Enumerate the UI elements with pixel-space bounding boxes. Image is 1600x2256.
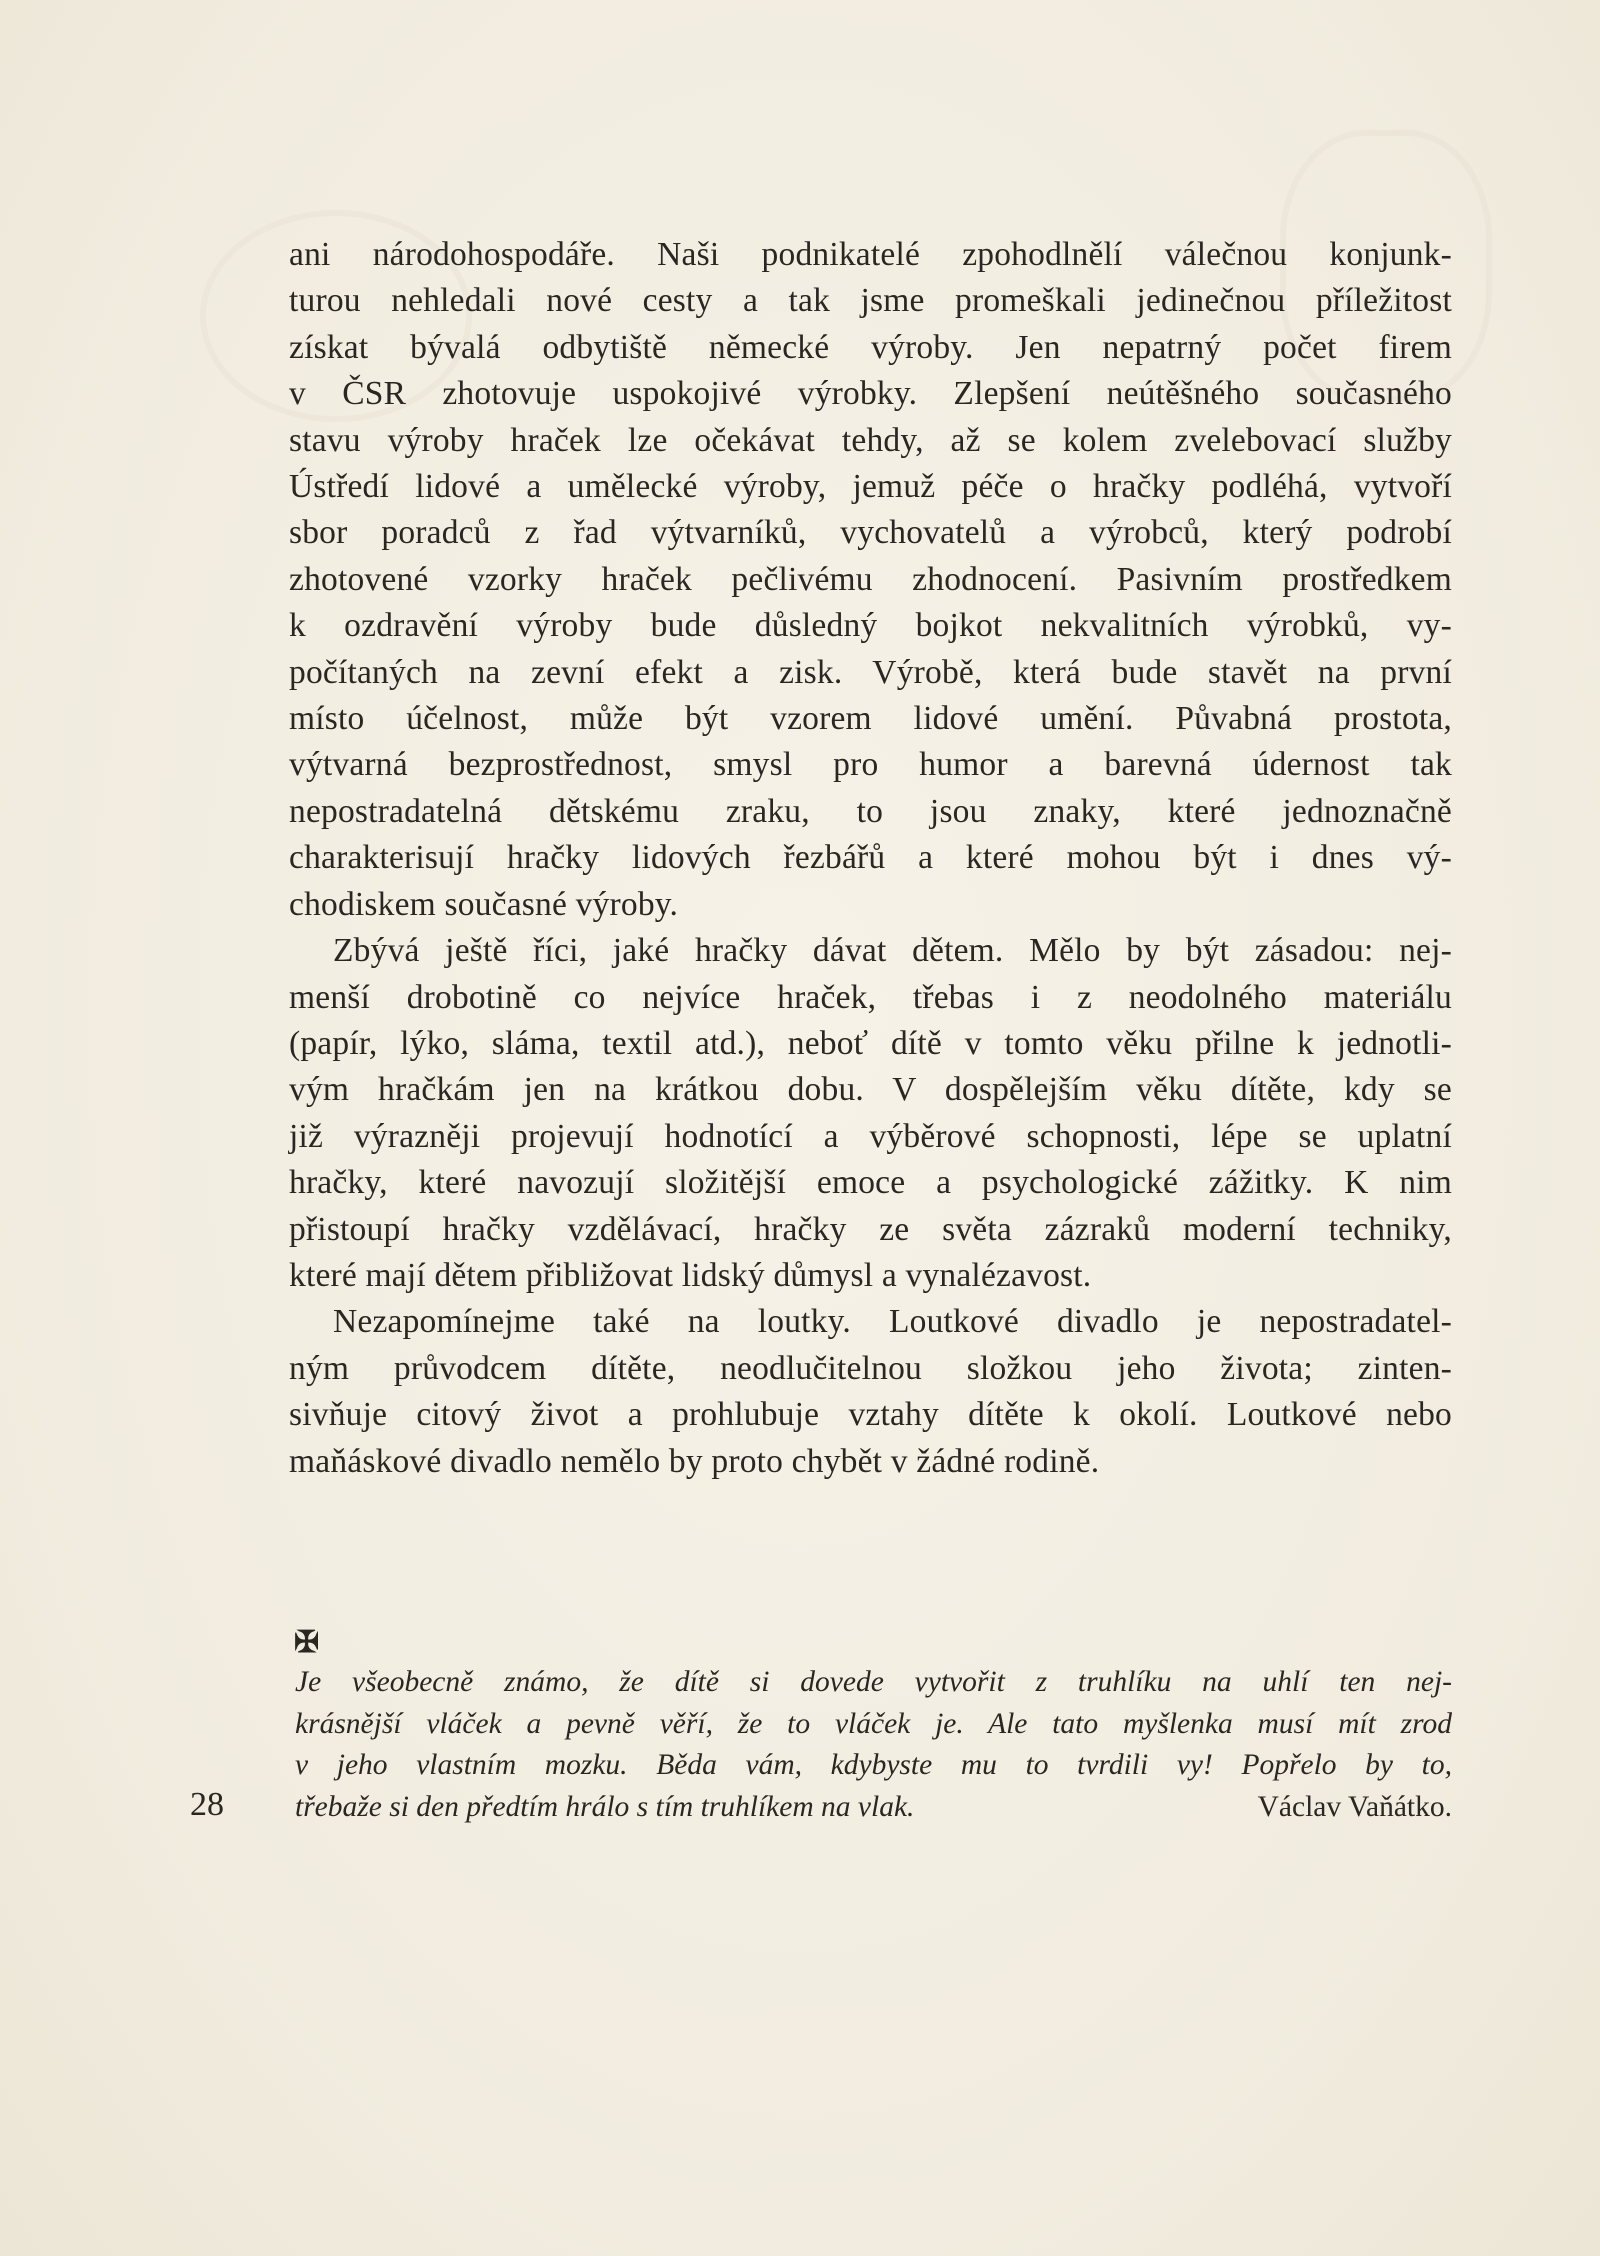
text-line: Nezapomínejme také na loutky. Loutkové divadlo je nepostradatel- [333, 1303, 1452, 1341]
epigraph-quote [295, 1662, 1452, 1828]
text-line: turou nehledali nové cesty a tak jsme promeškali jedinečnou příležitost [289, 282, 1452, 320]
quote-line: Je všeobecně známo, že dítě si dovede vytvořit z truhlíku na uhlí ten nej- [295, 1666, 1452, 1698]
text-line: ným průvodcem dítěte, neodlučitelnou složkou jeho života; zinten- [289, 1349, 1452, 1387]
body-text [289, 232, 1452, 1485]
page-number: 28 [190, 1786, 224, 1823]
text-line: chodiskem současné výroby. [289, 885, 679, 923]
text-line: v ČSR zhotovuje uspokojivé výrobky. Zlepšení neútěšného současného [289, 375, 1452, 413]
text-line: výtvarná bezprostřednost, smysl pro humor a barevná údernost tak [289, 746, 1452, 784]
text-line: sbor poradců z řad výtvarníků, vychovatelů a výrobců, který podrobí [289, 514, 1452, 552]
quote-line: krásnější vláček a pevně věří, že to vláček je. Ale tato myšlenka musí mít zrod [295, 1707, 1452, 1740]
text-line: Zbývá ještě říci, jaké hračky dávat dětem. Mělo by být zásadou: nej- [333, 932, 1452, 970]
quote-line: třebaže si den předtím hrálo s tím truhlíkem na vlak. [295, 1790, 915, 1823]
text-line: počítaných na zevní efekt a zisk. Výrobě, která bude stavět na první [289, 653, 1452, 691]
text-line: charakterisují hračky lidových řezbářů a které mohou být i dnes vý- [289, 839, 1452, 877]
ornament-icon: ✠ [294, 1626, 320, 1659]
text-line: sivňuje citový život a prohlubuje vztahy dítěte k okolí. Loutkové nebo [289, 1396, 1452, 1434]
text-line: menší drobotině co nejvíce hraček, třebas i z neodolného materiálu [289, 978, 1452, 1016]
text-line: již výrazněji projevují hodnotící a výběrové schopnosti, lépe se uplatní [289, 1117, 1452, 1155]
text-line: maňáskové divadlo nemělo by proto chybět v žádné rodině. [289, 1442, 1100, 1480]
quote-line: v jeho vlastním mozku. Běda vám, kdybyste mu to tvrdili vy! Popřelo by to, [295, 1749, 1452, 1781]
text-line: získat bývalá odbytiště německé výroby. Jen nepatrný počet firem [289, 328, 1452, 366]
text-line: vým hračkám jen na krátkou dobu. V dospělejším věku dítěte, kdy se [289, 1071, 1452, 1109]
text-line: stavu výroby hraček lze očekávat tehdy, až se kolem zvelebovací služby [289, 421, 1452, 459]
text-line: místo účelnost, může být vzorem lidové umění. Půvabná prostota, [289, 700, 1452, 738]
text-line: k ozdravění výroby bude důsledný bojkot nekvalitních výrobků, vy- [289, 607, 1452, 645]
text-line: hračky, které navozují složitější emoce a psychologické zážitky. K nim [289, 1164, 1452, 1202]
text-line: přistoupí hračky vzdělávací, hračky ze světa zázraků moderní techniky, [289, 1210, 1452, 1248]
paragraph-2 [289, 928, 1452, 1299]
quote-last-row [295, 1787, 1452, 1829]
text-line: zhotovené vzorky hraček pečlivému zhodnocení. Pasivním prostředkem [289, 560, 1452, 598]
text-line: ani národohospodáře. Naši podnikatelé zpohodlnělí válečnou konjunk- [289, 236, 1452, 273]
text-line: které mají dětem přibližovat lidský důmysl a vynalézavost. [289, 1256, 1092, 1294]
paragraph-1 [289, 232, 1452, 928]
text-line: Ústředí lidové a umělecké výroby, jemuž péče o hračky podléhá, vytvoří [289, 468, 1452, 506]
quote-author: Václav Vaňátko. [1257, 1790, 1452, 1823]
text-line: nepostradatelná dětskému zraku, to jsou znaky, které jednoznačně [289, 792, 1452, 830]
text-line: (papír, lýko, sláma, textil atd.), neboť dítě v tomto věku přilne k jednotli- [289, 1024, 1452, 1062]
paragraph-3 [289, 1299, 1452, 1485]
